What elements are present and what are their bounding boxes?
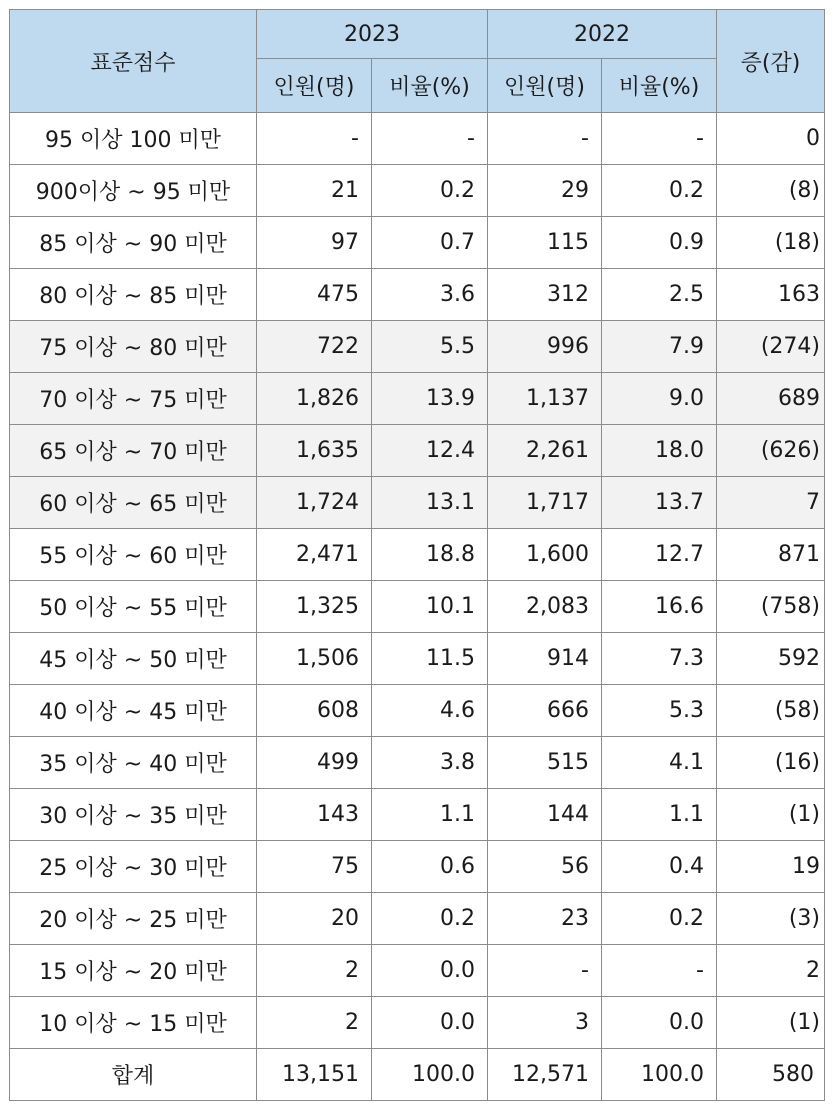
ratio-2023-cell: - [372,113,488,165]
score-range-cell: 70 이상 ~ 75 미만 [10,373,257,425]
ratio-2023-cell: 4.6 [372,685,488,737]
count-2023-cell: 475 [257,269,372,321]
change-cell: 2 [717,945,825,997]
count-2023-cell: - [257,113,372,165]
ratio-2022-cell: 12.7 [602,529,717,581]
table-footer [10,1049,825,1101]
table-row [10,737,825,789]
count-2022-cell: 144 [488,789,602,841]
table-row [10,477,825,529]
score-range-cell: 85 이상 ~ 90 미만 [10,217,257,269]
count-2022-cell: 56 [488,841,602,893]
count-2022-cell: 2,261 [488,425,602,477]
change-cell: 689 [717,373,825,425]
score-range-cell: 10 이상 ~ 15 미만 [10,997,257,1049]
score-range-cell: 20 이상 ~ 25 미만 [10,893,257,945]
ratio-2023-cell: 11.5 [372,633,488,685]
table-row [10,685,825,737]
header-ratio-2022: 비율(%) [602,59,717,113]
count-2023-cell: 1,325 [257,581,372,633]
score-range-cell: 35 이상 ~ 40 미만 [10,737,257,789]
count-2023-cell: 1,506 [257,633,372,685]
ratio-2022-cell: - [602,945,717,997]
ratio-2023-cell: 0.2 [372,165,488,217]
count-2022-cell: 23 [488,893,602,945]
ratio-2023-cell: 0.2 [372,893,488,945]
ratio-2023-cell: 0.7 [372,217,488,269]
score-range-cell: 75 이상 ~ 80 미만 [10,321,257,373]
count-2023-cell: 20 [257,893,372,945]
count-2022-cell: 29 [488,165,602,217]
ratio-2023-cell: 3.8 [372,737,488,789]
ratio-2023-cell: 0.0 [372,945,488,997]
ratio-2022-cell: - [602,113,717,165]
score-range-cell: 55 이상 ~ 60 미만 [10,529,257,581]
change-cell: (3) [717,893,825,945]
ratio-2022-cell: 16.6 [602,581,717,633]
table-row [10,269,825,321]
count-2023-cell: 97 [257,217,372,269]
count-2023-cell: 143 [257,789,372,841]
count-2023-cell: 1,826 [257,373,372,425]
score-range-cell: 80 이상 ~ 85 미만 [10,269,257,321]
count-2023-cell: 2,471 [257,529,372,581]
header-count-2023: 인원(명) [257,59,372,113]
score-range-cell: 30 이상 ~ 35 미만 [10,789,257,841]
header-standard-score: 표준점수 [10,10,257,113]
change-cell: (274) [717,321,825,373]
score-distribution-table [9,9,825,1101]
ratio-2022-cell: 1.1 [602,789,717,841]
count-2022-cell: 115 [488,217,602,269]
count-2023-cell: 1,724 [257,477,372,529]
ratio-2023-cell: 10.1 [372,581,488,633]
ratio-2022-cell: 0.4 [602,841,717,893]
count-2022-cell: - [488,945,602,997]
count-2022-cell: - [488,113,602,165]
ratio-2022-cell: 0.2 [602,893,717,945]
table-row [10,893,825,945]
change-cell: (758) [717,581,825,633]
table-row [10,633,825,685]
ratio-2023-cell: 5.5 [372,321,488,373]
ratio-2022-cell: 13.7 [602,477,717,529]
table-body [10,113,825,1049]
score-range-cell: 95 이상 100 미만 [10,113,257,165]
count-2022-cell: 2,083 [488,581,602,633]
table-row [10,581,825,633]
ratio-2023-cell: 0.6 [372,841,488,893]
change-cell: (1) [717,789,825,841]
change-cell: 592 [717,633,825,685]
count-2023-cell: 21 [257,165,372,217]
change-cell: 19 [717,841,825,893]
count-2023-cell: 2 [257,945,372,997]
ratio-2022-cell: 0.2 [602,165,717,217]
count-2023-cell: 499 [257,737,372,789]
ratio-2023-cell: 3.6 [372,269,488,321]
table-row [10,217,825,269]
header-year-2023: 2023 [257,10,488,59]
table-row [10,321,825,373]
change-cell: (1) [717,997,825,1049]
ratio-2023-cell: 18.8 [372,529,488,581]
change-cell: (58) [717,685,825,737]
score-range-cell: 15 이상 ~ 20 미만 [10,945,257,997]
total-ratio-2023: 100.0 [372,1049,488,1101]
ratio-2023-cell: 13.9 [372,373,488,425]
ratio-2023-cell: 12.4 [372,425,488,477]
table-row [10,789,825,841]
score-range-cell: 25 이상 ~ 30 미만 [10,841,257,893]
table-row [10,113,825,165]
score-range-cell: 900이상 ~ 95 미만 [10,165,257,217]
ratio-2022-cell: 9.0 [602,373,717,425]
change-cell: (16) [717,737,825,789]
table-row [10,425,825,477]
total-count-2023: 13,151 [257,1049,372,1101]
count-2022-cell: 1,600 [488,529,602,581]
ratio-2022-cell: 18.0 [602,425,717,477]
table-header [10,10,825,113]
ratio-2023-cell: 13.1 [372,477,488,529]
count-2022-cell: 1,717 [488,477,602,529]
ratio-2022-cell: 0.0 [602,997,717,1049]
change-cell: 871 [717,529,825,581]
total-count-2022: 12,571 [488,1049,602,1101]
count-2023-cell: 722 [257,321,372,373]
count-2023-cell: 608 [257,685,372,737]
change-cell: 163 [717,269,825,321]
count-2022-cell: 312 [488,269,602,321]
score-range-cell: 65 이상 ~ 70 미만 [10,425,257,477]
change-cell: (18) [717,217,825,269]
header-ratio-2023: 비율(%) [372,59,488,113]
ratio-2023-cell: 1.1 [372,789,488,841]
total-label: 합계 [10,1049,257,1101]
score-range-cell: 60 이상 ~ 65 미만 [10,477,257,529]
total-ratio-2022: 100.0 [602,1049,717,1101]
table-row [10,529,825,581]
ratio-2022-cell: 4.1 [602,737,717,789]
count-2022-cell: 1,137 [488,373,602,425]
score-range-cell: 45 이상 ~ 50 미만 [10,633,257,685]
table-row [10,165,825,217]
header-change: 증(감) [717,10,825,113]
change-cell: 0 [717,113,825,165]
ratio-2023-cell: 0.0 [372,997,488,1049]
count-2022-cell: 3 [488,997,602,1049]
total-change: 580 [717,1049,825,1101]
table-row [10,841,825,893]
count-2022-cell: 515 [488,737,602,789]
ratio-2022-cell: 0.9 [602,217,717,269]
ratio-2022-cell: 2.5 [602,269,717,321]
count-2023-cell: 2 [257,997,372,1049]
header-year-2022: 2022 [488,10,717,59]
table-row [10,997,825,1049]
ratio-2022-cell: 7.9 [602,321,717,373]
total-row [10,1049,825,1101]
ratio-2022-cell: 7.3 [602,633,717,685]
change-cell: 7 [717,477,825,529]
ratio-2022-cell: 5.3 [602,685,717,737]
count-2022-cell: 914 [488,633,602,685]
score-range-cell: 40 이상 ~ 45 미만 [10,685,257,737]
count-2023-cell: 1,635 [257,425,372,477]
change-cell: (8) [717,165,825,217]
count-2023-cell: 75 [257,841,372,893]
count-2022-cell: 666 [488,685,602,737]
change-cell: (626) [717,425,825,477]
score-range-cell: 50 이상 ~ 55 미만 [10,581,257,633]
table-row [10,373,825,425]
count-2022-cell: 996 [488,321,602,373]
table-row [10,945,825,997]
header-count-2022: 인원(명) [488,59,602,113]
